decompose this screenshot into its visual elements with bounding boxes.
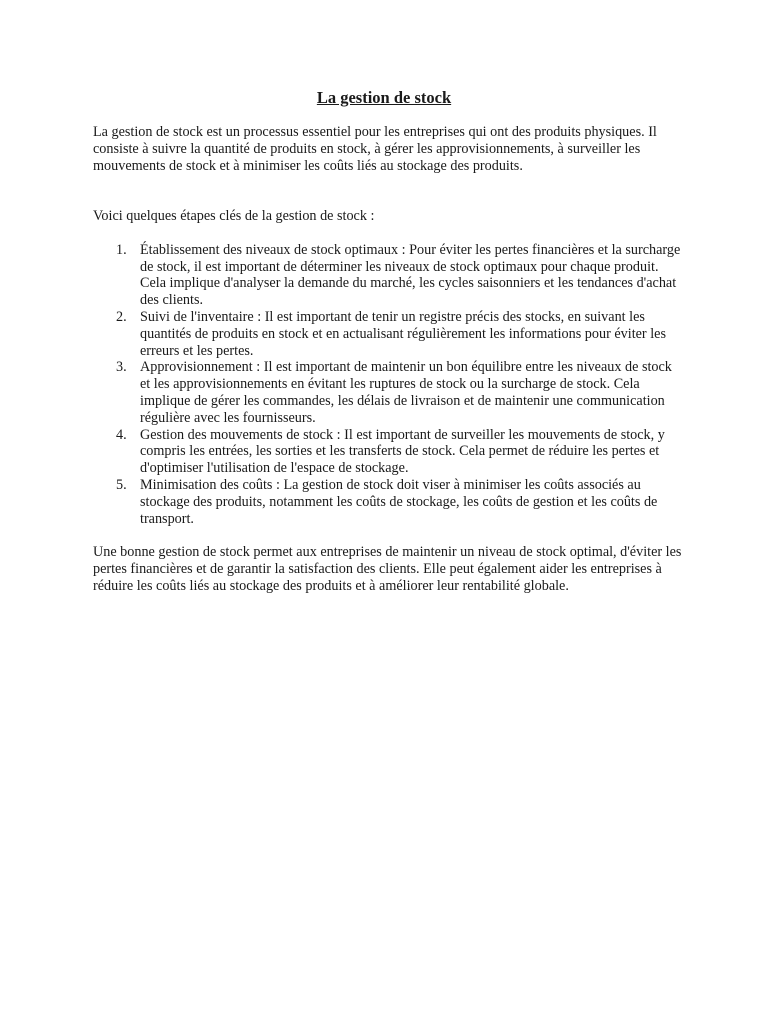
conclusion-paragraph: Une bonne gestion de stock permet aux entreprises de maintenir un niveau de stock optimal, d'éviter les pertes financières et de garantir la satisfaction des clients. Elle peut également aider les entreprises à réduire les coûts liés au stockage des produits et à améliorer leur rentabilité globale. (93, 544, 682, 594)
steps-intro-paragraph: Voici quelques étapes clés de la gestion de stock : (93, 208, 375, 224)
list-item-text: Minimisation des coûts : La gestion de stock doit viser à minimiser les coûts associés au stockage des produits, notamment les coûts de stockage, les coûts de gestion et les coûts de transport. (140, 476, 658, 527)
list-item-number: 5. (116, 476, 127, 493)
list-item (93, 242, 683, 309)
list-item-text: Gestion des mouvements de stock : Il est important de surveiller les mouvements de stock, y compris les entrées, les sorties et les transferts de stock. Cela permet de réduire les pertes et d'optimiser l'utilisation de l'espace de stockage. (140, 426, 665, 477)
list-item (93, 309, 683, 359)
list-item-number: 4. (116, 426, 127, 443)
list-item-number: 3. (116, 359, 127, 376)
intro-paragraph: La gestion de stock est un processus essentiel pour les entreprises qui ont des produits physiques. Il consiste à suivre la quantité de produits en stock, à gérer les approvisionnements, à surveiller les mouvements de stock et à minimiser les coûts liés au stockage des produits. (93, 124, 657, 174)
document-title: La gestion de stock (316, 88, 452, 107)
list-item (93, 477, 683, 527)
list-item-number: 2. (116, 308, 127, 325)
list-item-text: Établissement des niveaux de stock optimaux : Pour éviter les pertes financières et la surcharge de stock, il est important de déterminer les niveaux de stock optimaux pour chaque produit. Cela implique d'analyser la demande du marché, les cycles saisonniers et les tendances d'achat des clients. (140, 241, 681, 309)
document-body (93, 124, 683, 595)
list-item (93, 359, 683, 426)
list-item (93, 427, 683, 477)
list-item-number: 1. (116, 241, 127, 258)
list-item-text: Approvisionnement : Il est important de maintenir un bon équilibre entre les niveaux de stock et les approvisionnements en évitant les ruptures de stock ou la surcharge de stock. Cela implique de gérer les commandes, les délais de livraison et de maintenir une communication régulière avec les fournisseurs. (140, 359, 672, 426)
list-item-text: Suivi de l'inventaire : Il est important de tenir un registre précis des stocks, en suivant les quantités de produits en stock et en actualisant régulièrement les informations pour éviter les erreurs et les pertes. (140, 308, 666, 359)
steps-list (93, 242, 683, 528)
